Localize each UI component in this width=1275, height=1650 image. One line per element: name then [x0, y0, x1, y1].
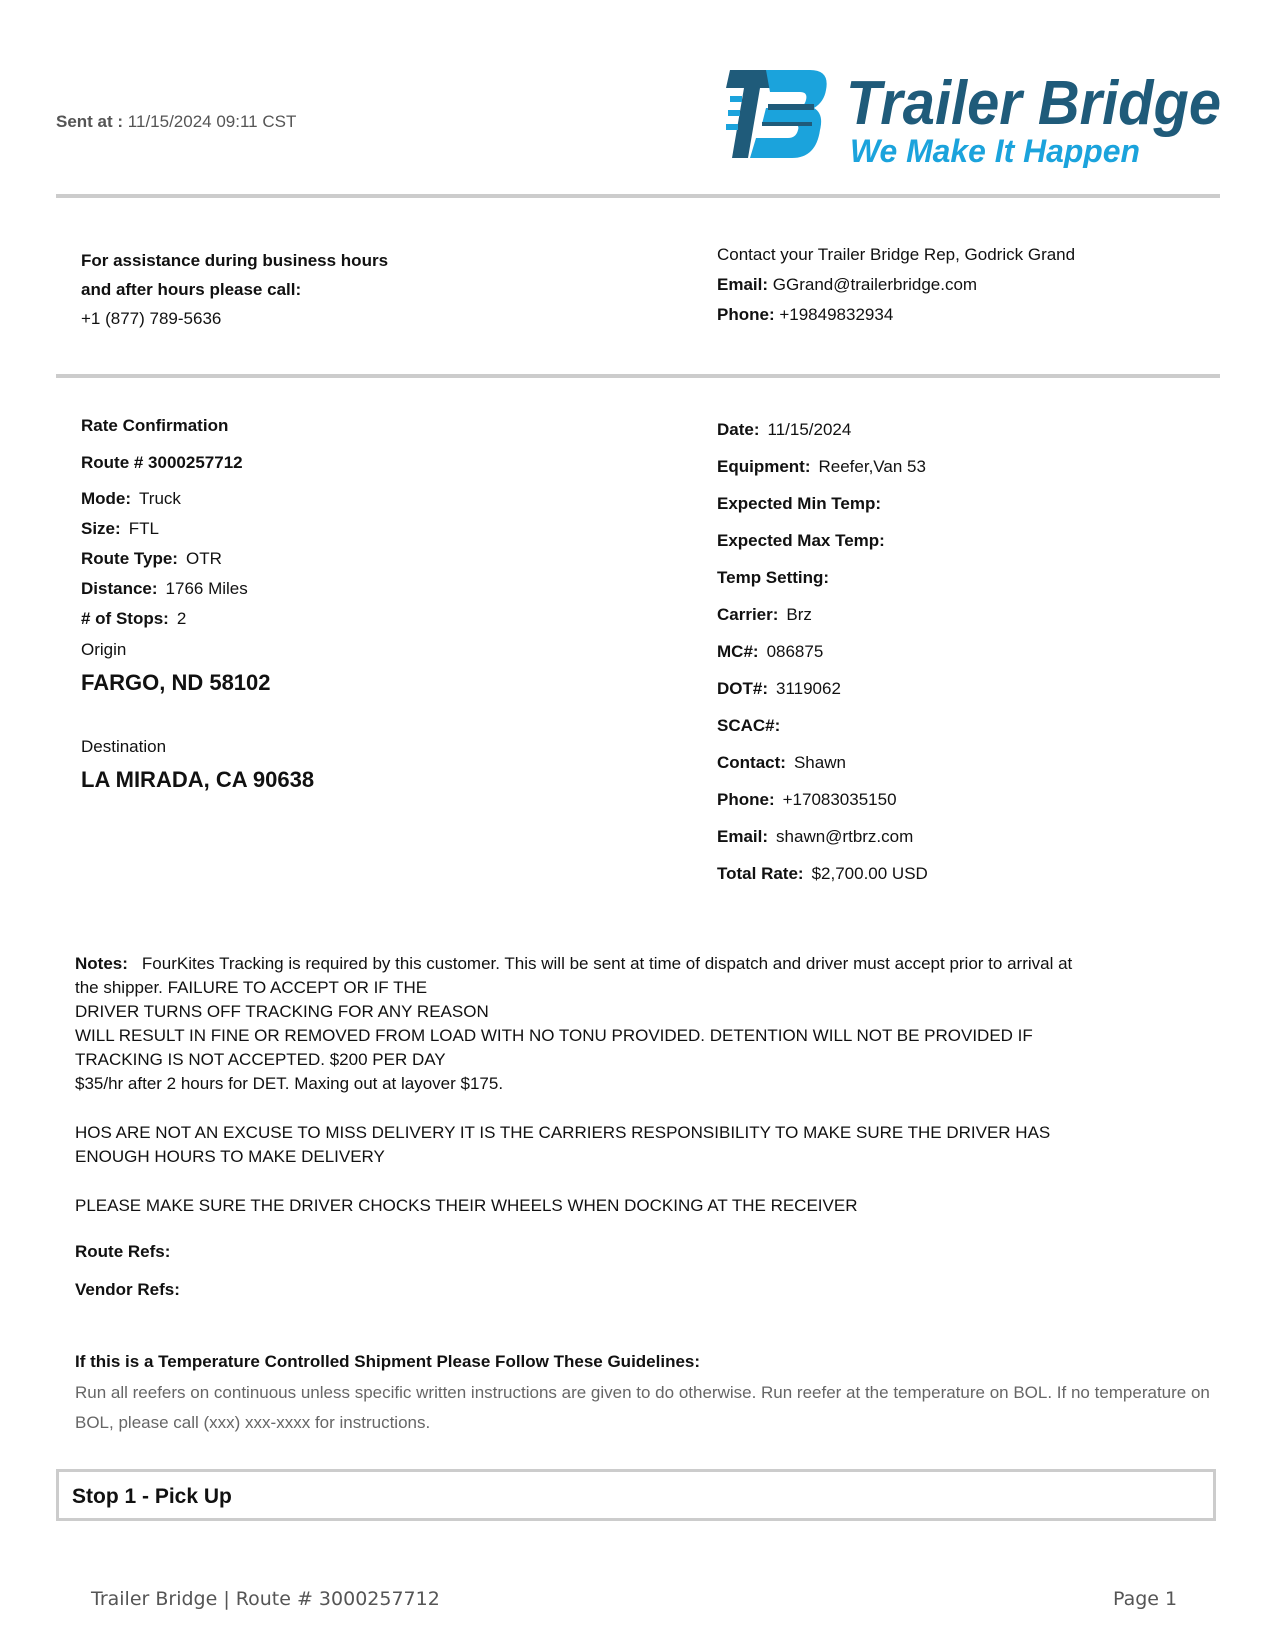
scac-label: SCAC#:: [717, 716, 781, 735]
equipment-label: Equipment:: [717, 457, 811, 476]
logo-tagline: We Make It Happen: [850, 133, 1140, 168]
carrier-label: Carrier:: [717, 605, 779, 624]
sent-at-label: Sent at :: [56, 112, 124, 131]
notes-line: ENOUGH HOURS TO MAKE DELIVERY: [75, 1147, 385, 1166]
sent-at: [56, 112, 296, 132]
destination-city: LA MIRADA, CA 90638: [81, 767, 315, 792]
carrier-email-row: [717, 827, 913, 847]
rep-email-label: Email:: [717, 275, 769, 294]
footer-page-number: Page 1: [1113, 1588, 1178, 1610]
assist-phone: +1 (877) 789-5636: [81, 309, 222, 328]
route-type-label: Route Type:: [81, 549, 178, 568]
rep-phone-label: Phone:: [717, 305, 775, 324]
mode-row: [81, 489, 181, 509]
notes-line: HOS ARE NOT AN EXCUSE TO MISS DELIVERY IT IS THE CARRIERS RESPONSIBILITY TO MAKE SURE THE DRIVER HAS: [75, 1123, 1051, 1142]
logo-wordmark: Trailer Bridge: [846, 69, 1221, 138]
distance-label: Distance:: [81, 579, 158, 598]
date-value: 11/15/2024: [767, 420, 852, 439]
mc-label: MC#:: [717, 642, 759, 661]
carrier-phone-row: [717, 790, 897, 810]
notes-section: [75, 952, 1200, 1218]
notes-line: the shipper. FAILURE TO ACCEPT OR IF THE: [75, 978, 428, 997]
total-rate-row: [717, 864, 928, 884]
vendor-refs-label: Vendor Refs:: [75, 1280, 180, 1299]
carrier-phone-value: +17083035150: [782, 790, 897, 809]
footer-route: Trailer Bridge | Route # 3000257712: [91, 1588, 440, 1610]
notes-line: WILL RESULT IN FINE OR REMOVED FROM LOAD WITH NO TONU PROVIDED. DETENTION WILL NOT BE PROVIDED IF: [75, 1026, 1033, 1045]
dot-row: [717, 679, 841, 699]
max-temp-label: Expected Max Temp:: [717, 531, 885, 550]
contact-value: Shawn: [793, 753, 846, 772]
mode-label: Mode:: [81, 489, 132, 508]
distance-row: [81, 579, 248, 599]
mode-value: Truck: [139, 489, 181, 508]
assist-line-1: For assistance during business hours: [81, 251, 389, 270]
logo-mark-icon: [726, 68, 1226, 168]
route-refs-label: Route Refs:: [75, 1242, 171, 1261]
notes-label: Notes:: [75, 954, 128, 973]
rep-email[interactable]: GGrand@trailerbridge.com: [772, 275, 978, 294]
equipment-value: Reefer,Van 53: [818, 457, 926, 476]
size-label: Size:: [81, 519, 121, 538]
rate-confirmation-title: Rate Confirmation: [81, 416, 229, 435]
size-value: FTL: [128, 519, 159, 538]
dot-value: 3119062: [776, 679, 841, 698]
min-temp-label: Expected Min Temp:: [717, 494, 882, 513]
notes-line: TRACKING IS NOT ACCEPTED. $200 PER DAY: [75, 1050, 446, 1069]
notes-line: $35/hr after 2 hours for DET. Maxing out at layover $175.: [75, 1074, 504, 1093]
temp-setting-label: Temp Setting:: [717, 568, 830, 587]
stops-row: [81, 609, 186, 629]
rep-phone: +19849832934: [779, 305, 894, 324]
notes-line: PLEASE MAKE SURE THE DRIVER CHOCKS THEIR WHEELS WHEN DOCKING AT THE RECEIVER: [75, 1196, 858, 1215]
mc-row: [717, 642, 823, 662]
assistance-block: [81, 246, 388, 333]
carrier-email-label: Email:: [717, 827, 769, 846]
distance-value: 1766 Miles: [165, 579, 248, 598]
stops-label: # of Stops:: [81, 609, 169, 628]
notes-line: DRIVER TURNS OFF TRACKING FOR ANY REASON: [75, 1002, 489, 1021]
total-rate-value: $2,700.00 USD: [811, 864, 928, 883]
carrier-phone-label: Phone:: [717, 790, 775, 809]
stops-value: 2: [176, 609, 187, 628]
trailer-bridge-logo: [726, 68, 1226, 168]
carrier-row: [717, 605, 812, 625]
destination-label: Destination: [81, 737, 167, 756]
date-row: [717, 420, 851, 440]
route-number: Route # 3000257712: [81, 453, 243, 472]
assist-line-2: and after hours please call:: [81, 280, 302, 299]
total-rate-label: Total Rate:: [717, 864, 804, 883]
rep-line: Contact your Trailer Bridge Rep, Godrick Grand: [717, 245, 1076, 264]
rep-contact-block: [717, 240, 1075, 330]
route-type-value: OTR: [185, 549, 222, 568]
notes-line: FourKites Tracking is required by this customer. This will be sent at time of dispatch and driver must accept prior to arrival at: [141, 954, 1073, 973]
contact-label: Contact:: [717, 753, 786, 772]
route-type-row: [81, 549, 222, 569]
temperature-text: Run all reefers on continuous unless specific written instructions are given to do otherwise. Run reefer at the temperature on BOL. If no temperature on BOL, please call (xxx) xxx-xxxx for instructions.: [75, 1383, 1210, 1432]
mc-value: 086875: [766, 642, 824, 661]
stop-1-section: [56, 1469, 1216, 1521]
sent-at-value: 11/15/2024 09:11 CST: [127, 112, 297, 131]
stop-1-title: Stop 1 - Pick Up: [72, 1485, 232, 1508]
contact-row: [717, 753, 846, 773]
origin-city: FARGO, ND 58102: [81, 670, 271, 695]
carrier-value: Brz: [786, 605, 812, 624]
size-row: [81, 519, 159, 539]
date-label: Date:: [717, 420, 760, 439]
dot-label: DOT#:: [717, 679, 768, 698]
temperature-heading: If this is a Temperature Controlled Shipment Please Follow These Guidelines:: [75, 1352, 701, 1371]
carrier-email-value[interactable]: shawn@rtbrz.com: [776, 827, 914, 846]
divider: [56, 374, 1220, 378]
equipment-row: [717, 457, 926, 477]
divider: [56, 194, 1220, 198]
origin-label: Origin: [81, 640, 127, 659]
